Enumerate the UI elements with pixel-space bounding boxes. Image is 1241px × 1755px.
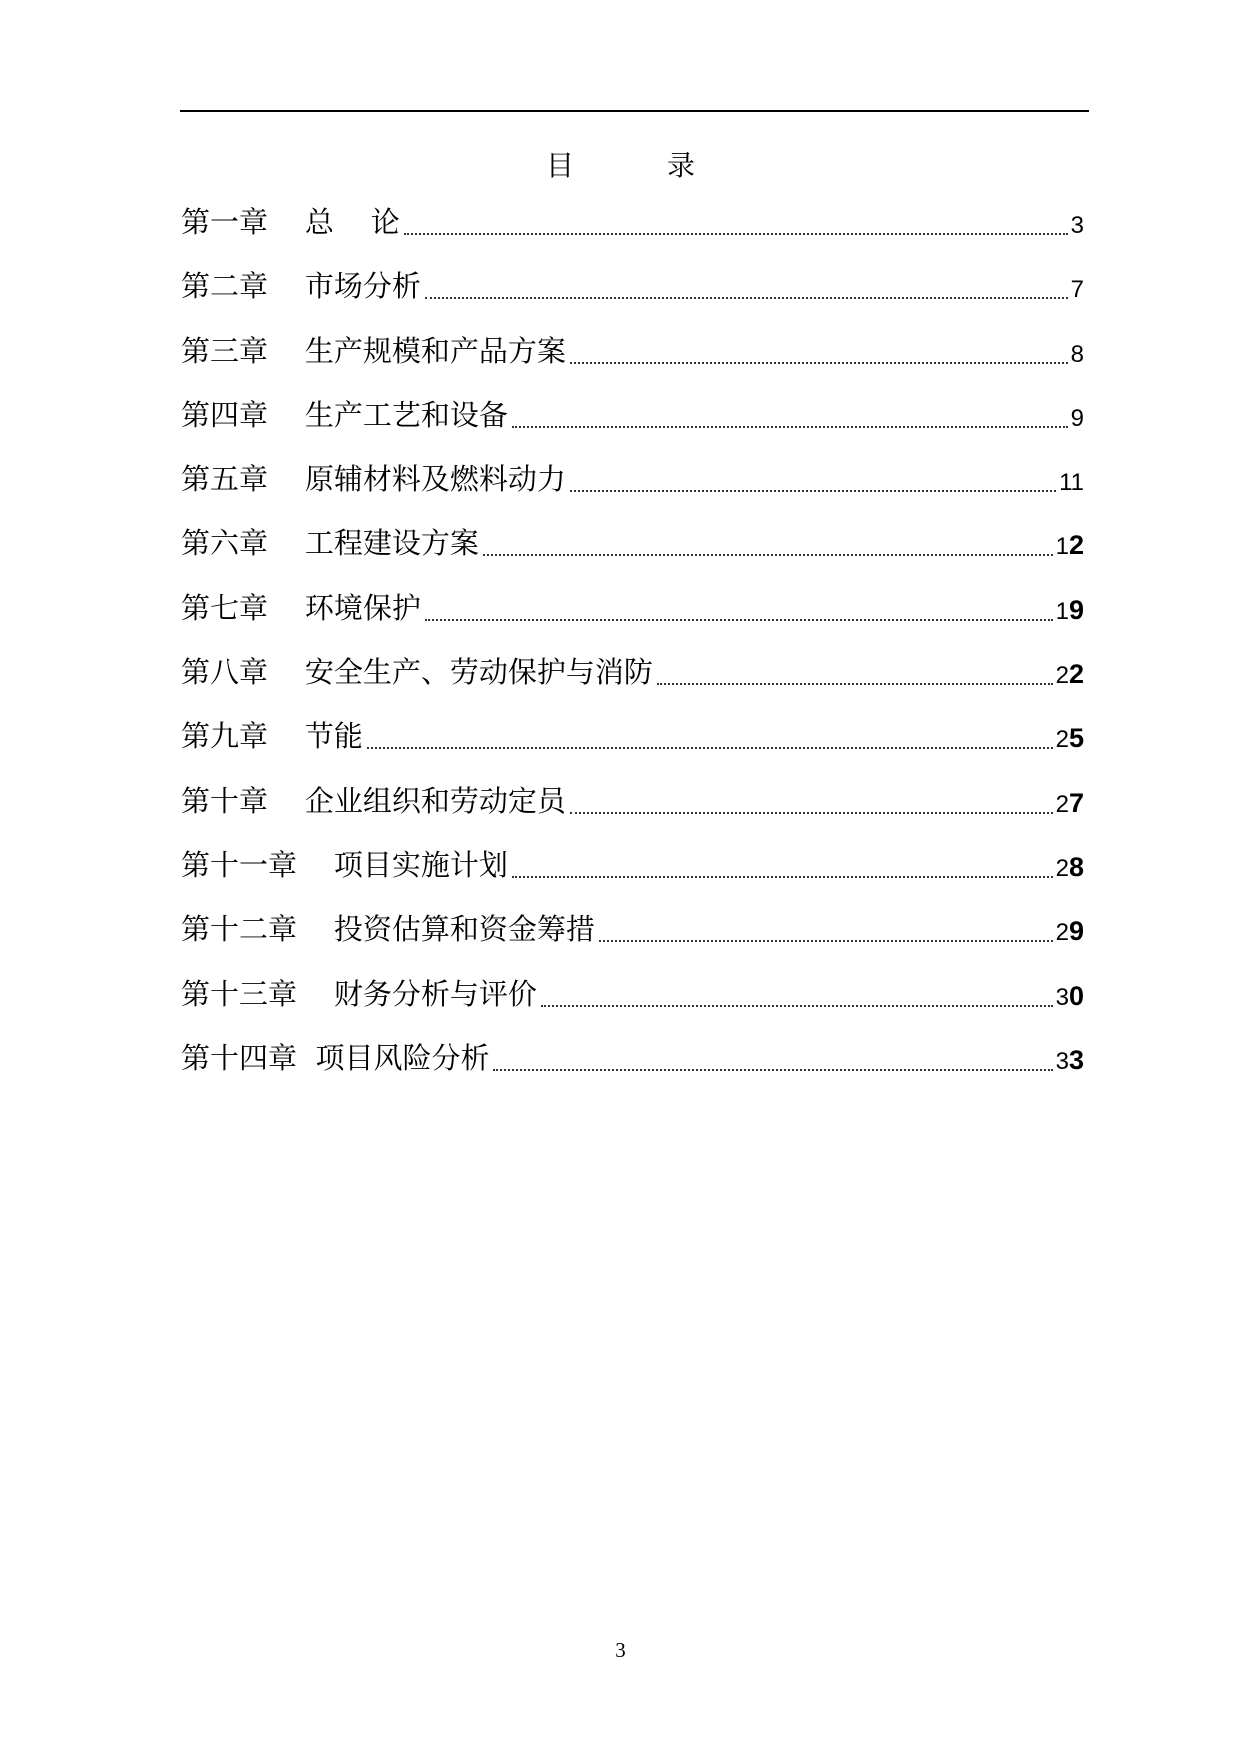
toc-gap [268, 331, 305, 371]
toc-chapter-number: 第七章 [181, 590, 269, 625]
toc-chapter-title: 环境保护 [304, 590, 421, 625]
toc-page-number: 3 [1070, 212, 1084, 239]
toc-chapter-title: 生产规模和产品方案 [304, 333, 566, 368]
toc-gap [297, 845, 334, 885]
toc-dot-leader [425, 619, 1053, 621]
toc-dot-leader [570, 490, 1056, 492]
toc-chapter-title: 市场分析 [304, 269, 421, 304]
toc-chapter-title: 生产工艺和设备 [304, 397, 508, 432]
toc-gap [297, 974, 334, 1014]
toc-page-number: 22 [1055, 659, 1084, 690]
toc-chapter-title: 原辅材料及燃料动力 [304, 462, 566, 497]
toc-list [181, 202, 1084, 1102]
toc-entry[interactable] [181, 781, 1084, 845]
toc-chapter-number: 第六章 [181, 526, 269, 561]
toc-chapter-number: 第三章 [181, 333, 269, 368]
toc-page-number: 27 [1055, 787, 1084, 818]
toc-entry[interactable] [181, 909, 1084, 973]
toc-chapter-title: 财务分析与评价 [333, 976, 537, 1011]
toc-page-number: 9 [1070, 404, 1084, 432]
toc-entry[interactable] [181, 395, 1084, 459]
toc-dot-leader [570, 362, 1068, 364]
toc-chapter-number: 第十四章 [181, 1040, 298, 1075]
toc-dot-leader [493, 1069, 1052, 1071]
toc-dot-leader [512, 426, 1068, 428]
toc-chapter-title: 工程建设方案 [304, 526, 479, 561]
toc-page-number: 11 [1059, 469, 1084, 497]
toc-dot-leader [570, 812, 1053, 814]
toc-chapter-number: 第九章 [181, 719, 269, 754]
toc-entry[interactable] [181, 523, 1084, 587]
toc-chapter-number: 第二章 [181, 269, 269, 304]
toc-gap [268, 588, 305, 628]
toc-chapter-number: 第五章 [181, 462, 269, 497]
toc-dot-leader [367, 747, 1053, 749]
toc-dot-leader [541, 1005, 1053, 1007]
toc-gap [268, 781, 305, 821]
toc-entry[interactable] [181, 331, 1084, 395]
toc-page-number: 29 [1055, 916, 1084, 947]
toc-gap [268, 716, 305, 756]
toc-gap [268, 459, 305, 499]
toc-gap [297, 909, 334, 949]
toc-chapter-number: 第十章 [181, 783, 269, 818]
toc-entry[interactable] [181, 845, 1084, 909]
toc-chapter-title: 节能 [304, 719, 363, 754]
toc-chapter-number: 第四章 [181, 397, 269, 432]
toc-chapter-title: 总 论 [304, 205, 400, 239]
toc-entry[interactable] [181, 716, 1084, 780]
toc-page-number: 19 [1055, 594, 1084, 625]
toc-entry[interactable] [181, 1038, 1084, 1102]
toc-gap [297, 1038, 315, 1078]
toc-dot-leader [599, 940, 1053, 942]
toc-page-number: 7 [1070, 276, 1084, 304]
toc-chapter-title: 投资估算和资金筹措 [333, 912, 595, 947]
toc-gap [268, 202, 305, 242]
toc-dot-leader [512, 876, 1053, 878]
toc-entry[interactable] [181, 588, 1084, 652]
toc-entry[interactable] [181, 652, 1084, 716]
toc-chapter-title: 项目风险分析 [315, 1040, 490, 1075]
toc-page-number: 28 [1055, 851, 1084, 882]
toc-page-number: 33 [1055, 1044, 1084, 1075]
toc-page-number: 25 [1055, 723, 1084, 754]
toc-chapter-number: 第八章 [181, 655, 269, 690]
toc-chapter-number: 第十三章 [181, 976, 298, 1011]
toc-page-number: 12 [1055, 530, 1084, 561]
toc-chapter-title: 企业组织和劳动定员 [304, 783, 566, 818]
toc-chapter-number: 第一章 [181, 205, 269, 239]
toc-gap [268, 652, 305, 692]
header-rule [180, 110, 1089, 112]
footer-page-number: 3 [615, 1638, 626, 1662]
toc-page-number: 30 [1055, 980, 1084, 1011]
toc-chapter-number: 第十二章 [181, 912, 298, 947]
toc-entry[interactable] [181, 266, 1084, 330]
toc-title: 目 录 [546, 149, 737, 182]
toc-dot-leader [425, 297, 1068, 299]
toc-chapter-title: 安全生产、劳动保护与消防 [304, 655, 653, 690]
toc-gap [268, 523, 305, 563]
toc-chapter-title: 项目实施计划 [333, 847, 508, 882]
toc-dot-leader [483, 554, 1053, 556]
toc-chapter-number: 第十一章 [181, 847, 298, 882]
toc-gap [268, 395, 305, 435]
toc-entry[interactable] [181, 459, 1084, 523]
toc-entry[interactable] [181, 202, 1084, 266]
toc-gap [268, 266, 305, 306]
toc-dot-leader [657, 683, 1053, 685]
toc-dot-leader [404, 233, 1068, 235]
toc-entry[interactable] [181, 974, 1084, 1038]
toc-page-number: 8 [1070, 340, 1084, 368]
